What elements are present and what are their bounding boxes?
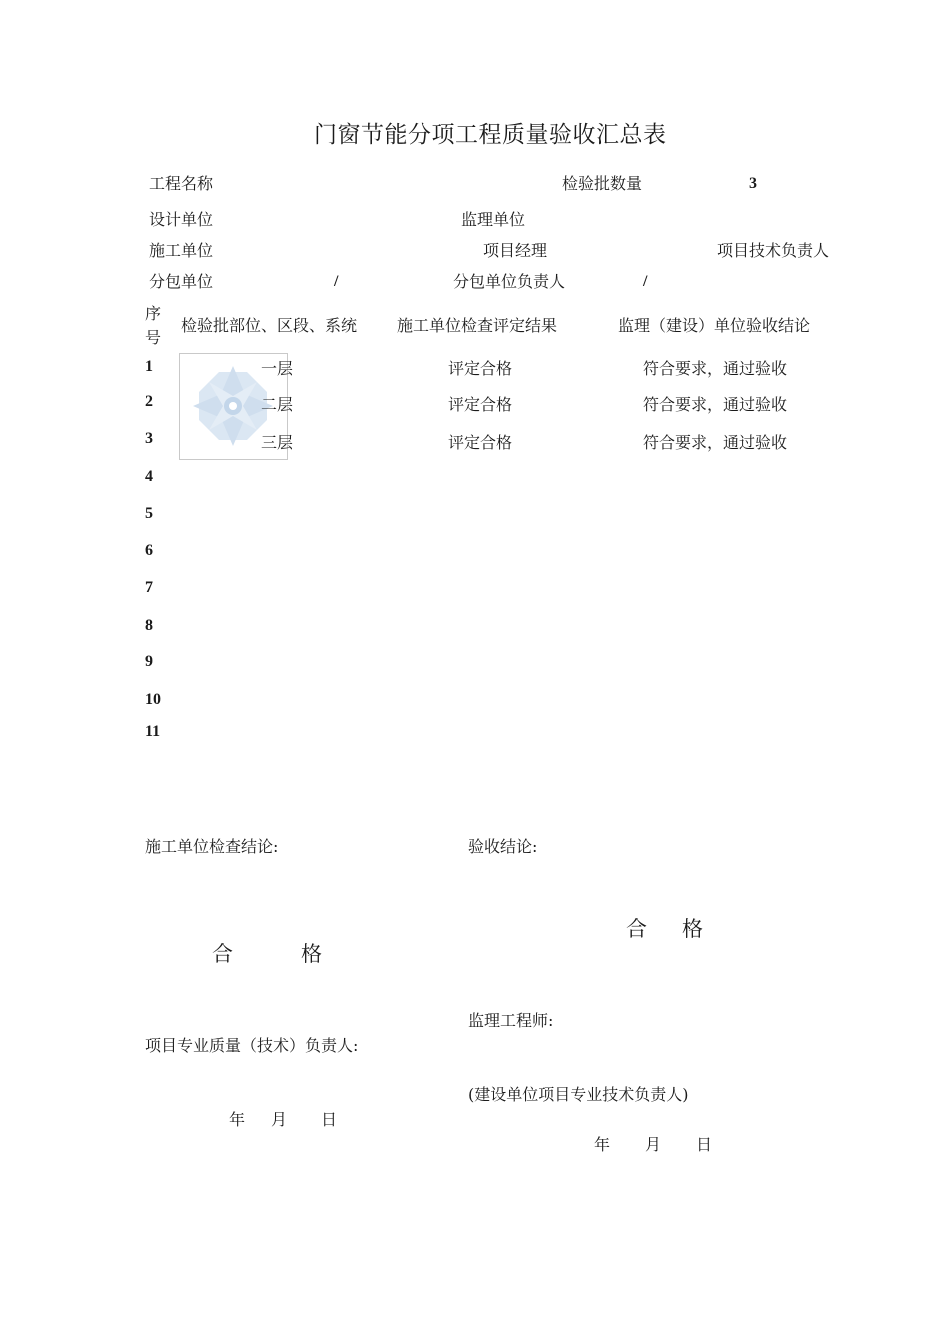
row-2-conclusion: 符合要求，通过验收 <box>643 395 788 414</box>
acceptance-result-char: 格 <box>682 917 703 941</box>
row-number: 11 <box>145 723 161 740</box>
header-seq-line1: 序 <box>145 304 162 323</box>
right-date-month: 月 <box>645 1135 662 1154</box>
row-number: 8 <box>145 617 153 634</box>
construction-result-char: 格 <box>301 942 322 966</box>
row-3-result: 评定合格 <box>448 433 513 452</box>
row-number: 3 <box>145 430 153 447</box>
left-date-day: 日 <box>321 1110 338 1129</box>
project-manager-label: 项目经理 <box>483 241 548 260</box>
row-2-location: 二层 <box>261 395 294 414</box>
acceptance-result-char: 合 <box>626 917 647 941</box>
row-number: 5 <box>145 505 153 522</box>
row-number: 10 <box>145 691 161 708</box>
right-date-day: 日 <box>696 1135 713 1154</box>
construction-result-char: 合 <box>212 942 233 966</box>
design-unit-label: 设计单位 <box>149 210 214 229</box>
header-seq-line2: 号 <box>145 328 162 347</box>
construction-unit-label: 施工单位 <box>149 241 214 260</box>
left-date-month: 月 <box>271 1110 288 1129</box>
row-1-location: 一层 <box>261 359 294 378</box>
row-number: 9 <box>145 653 153 670</box>
row-1-conclusion: 符合要求，通过验收 <box>643 359 788 378</box>
row-number: 7 <box>145 579 153 596</box>
subcontract-unit-value: / <box>334 273 339 290</box>
acceptance-label: 验收结论: <box>468 837 538 856</box>
supervision-unit-label: 监理单位 <box>461 210 526 229</box>
left-date-year: 年 <box>229 1110 246 1129</box>
subcontract-lead-value: / <box>643 273 648 290</box>
construction-check-label: 施工单位检查结论: <box>145 837 279 856</box>
batch-count-value: 3 <box>749 175 757 192</box>
right-date-year: 年 <box>594 1135 611 1154</box>
project-name-label: 工程名称 <box>149 174 214 193</box>
header-location: 检验批部位、区段、系统 <box>181 316 358 335</box>
row-number: 2 <box>145 393 153 410</box>
header-supervision-conclusion: 监理（建设）单位验收结论 <box>618 316 811 335</box>
tech-lead-label: 项目技术负责人 <box>717 241 830 260</box>
row-3-location: 三层 <box>261 433 294 452</box>
row-3-conclusion: 符合要求，通过验收 <box>643 433 788 452</box>
header-construction-result: 施工单位检查评定结果 <box>397 316 558 335</box>
row-1-result: 评定合格 <box>448 359 513 378</box>
batch-count-label: 检验批数量 <box>562 174 643 193</box>
owner-rep-label: (建设单位项目专业技术负责人) <box>468 1085 689 1104</box>
subcontract-lead-label: 分包单位负责人 <box>453 272 566 291</box>
row-2-result: 评定合格 <box>448 395 513 414</box>
quality-lead-label: 项目专业质量（技术）负责人: <box>145 1036 359 1055</box>
row-number: 4 <box>145 468 153 485</box>
subcontract-unit-label: 分包单位 <box>149 272 214 291</box>
row-number: 1 <box>145 358 153 375</box>
supervisor-label: 监理工程师: <box>468 1011 554 1030</box>
row-number: 6 <box>145 542 153 559</box>
page-title: 门窗节能分项工程质量验收汇总表 <box>314 122 667 148</box>
